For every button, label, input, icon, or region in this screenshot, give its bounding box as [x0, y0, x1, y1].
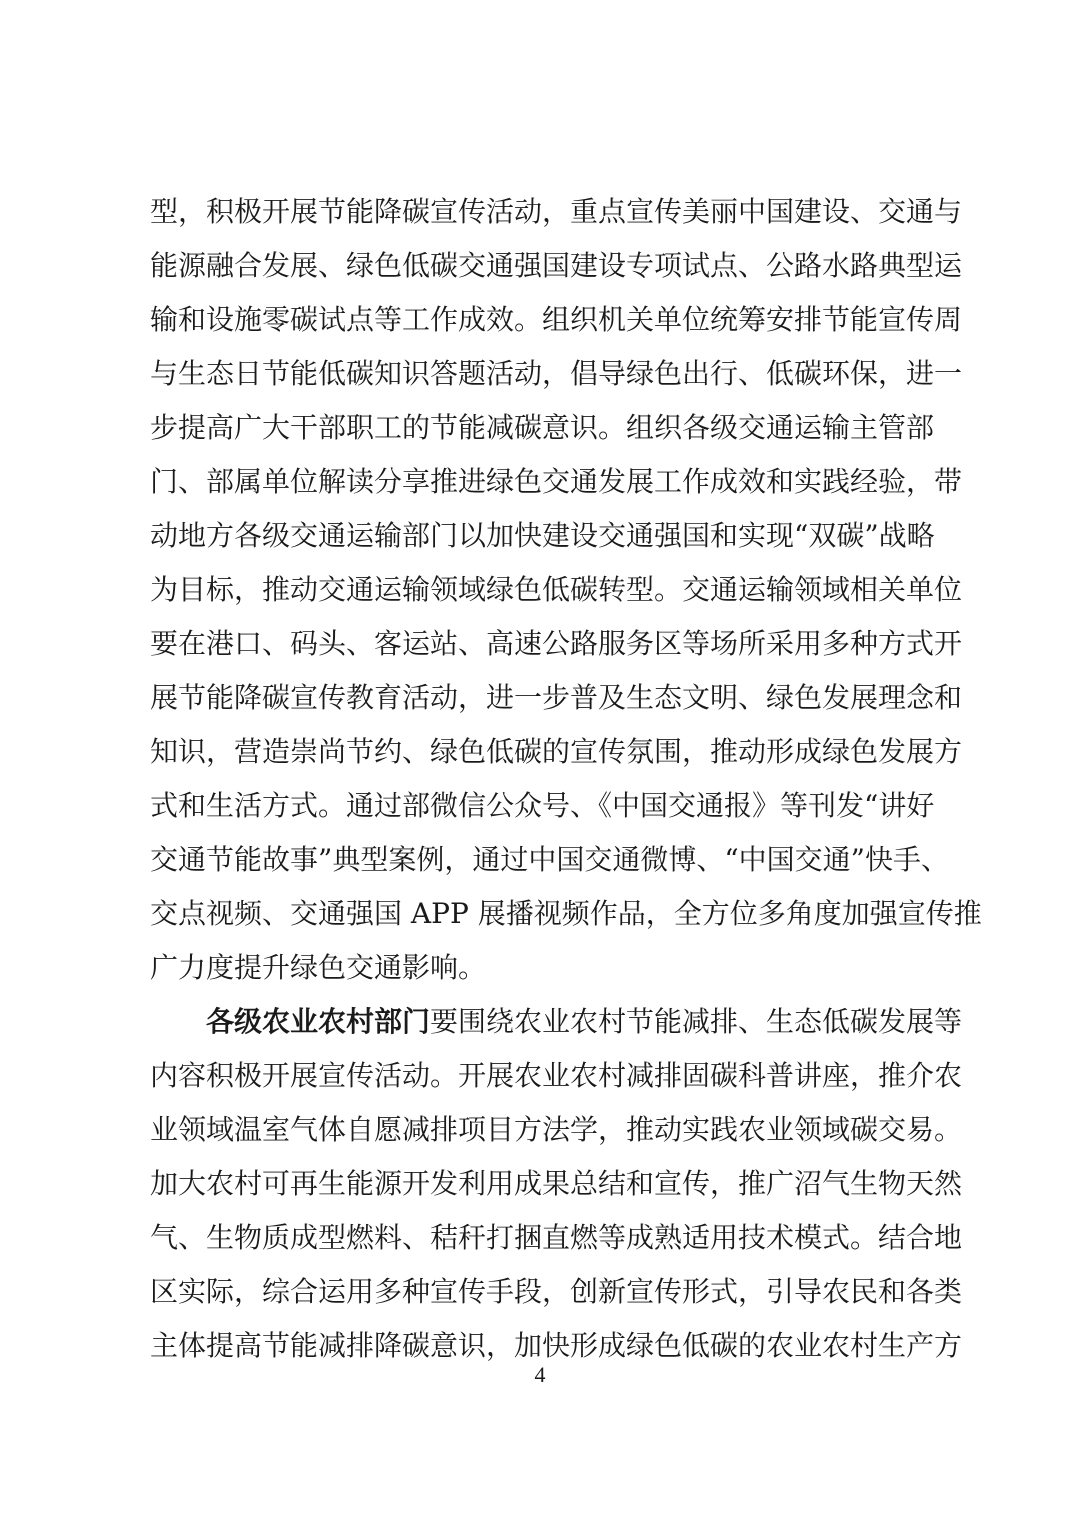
text-line: 与生态日节能低碳知识答题活动，倡导绿色出行、低碳环保，进一	[150, 357, 963, 390]
page-number: 4	[534, 1362, 546, 1387]
text-line: 型，积极开展节能降碳宣传活动，重点宣传美丽中国建设、交通与	[150, 195, 963, 228]
text-line: 广力度提升绿色交通影响。	[150, 951, 487, 984]
text-line: 输和设施零碳试点等工作成效。组织机关单位统筹安排节能宣传周	[150, 303, 963, 336]
text-line: 加大农村可再生能源开发利用成果总结和宣传，推广沼气生物天然	[150, 1167, 963, 1200]
text-line: 知识，营造崇尚节约、绿色低碳的宣传氛围，推动形成绿色发展方	[150, 735, 963, 768]
text-line: 交通节能故事”典型案例，通过中国交通微博、“中国交通”快手、	[150, 843, 949, 876]
text-line: 展节能降碳宣传教育活动，进一步普及生态文明、绿色发展理念和	[150, 681, 963, 714]
text-line: 门、部属单位解读分享推进绿色交通发展工作成效和实践经验，带	[150, 465, 963, 498]
text-line: 业领域温室气体自愿减排项目方法学，推动实践农业领域碳交易。	[150, 1113, 963, 1146]
text-span: 要围绕农业农村节能减排、生态低碳发展等	[430, 1005, 963, 1038]
text-line: 区实际，综合运用多种宣传手段，创新宣传形式，引导农民和各类	[150, 1275, 963, 1308]
text-line: 内容积极开展宣传活动。开展农业农村减排固碳科普讲座，推介农	[150, 1059, 963, 1092]
text-line: 式和生活方式。通过部微信公众号、《中国交通报》等刊发“讲好	[150, 789, 935, 822]
text-line	[206, 1002, 963, 1042]
text-line: 步提高广大干部职工的节能减碳意识。组织各级交通运输主管部	[150, 411, 935, 444]
text-line: 能源融合发展、绿色低碳交通强国建设专项试点、公路水路典型运	[150, 249, 963, 282]
paragraph-lead-bold: 各级农业农村部门	[206, 1005, 431, 1038]
text-line: 动地方各级交通运输部门以加快建设交通强国和实现“双碳”战略	[150, 519, 935, 552]
text-line: 为目标，推动交通运输领域绿色低碳转型。交通运输领域相关单位	[150, 573, 963, 606]
text-line: 交点视频、交通强国 APP 展播视频作品，全方位多角度加强宣传推	[150, 897, 982, 930]
text-line: 气、生物质成型燃料、秸秆打捆直燃等成熟适用技术模式。结合地	[150, 1221, 963, 1254]
text-line: 主体提高节能减排降碳意识，加快形成绿色低碳的农业农村生产方	[150, 1329, 963, 1362]
text-line: 要在港口、码头、客运站、高速公路服务区等场所采用多种方式开	[150, 627, 963, 660]
